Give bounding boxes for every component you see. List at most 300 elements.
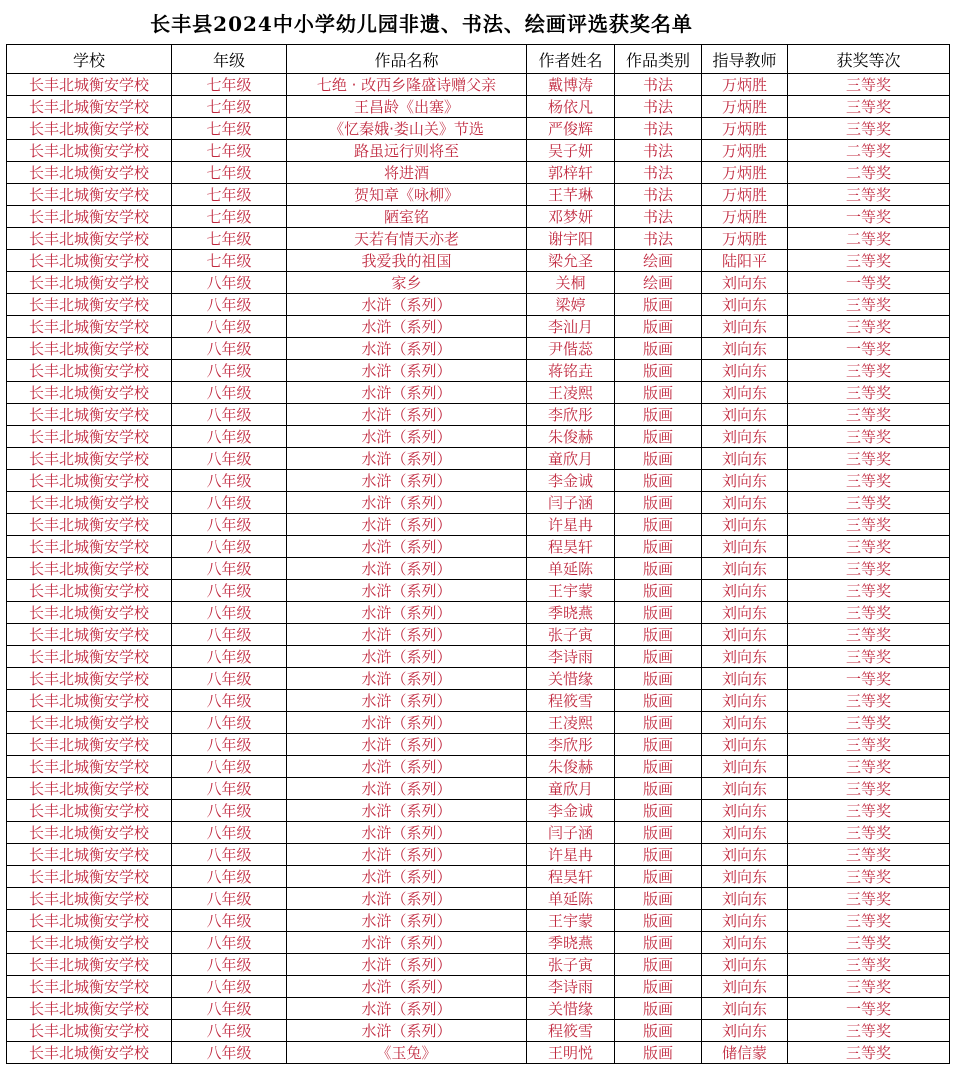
award-cell: 三等奖 [788, 514, 950, 536]
school-cell: 长丰北城衡安学校 [7, 756, 172, 778]
grade-cell: 八年级 [172, 602, 287, 624]
author-cell: 吴子妍 [527, 140, 615, 162]
table-row [7, 206, 950, 228]
school-cell: 长丰北城衡安学校 [7, 998, 172, 1020]
category-cell: 版画 [615, 536, 702, 558]
author-cell: 关惜缘 [527, 998, 615, 1020]
table-row [7, 558, 950, 580]
column-header-teacher: 指导教师 [702, 45, 788, 74]
grade-cell: 七年级 [172, 140, 287, 162]
award-cell: 三等奖 [788, 492, 950, 514]
table-row [7, 316, 950, 338]
school-cell: 长丰北城衡安学校 [7, 1042, 172, 1064]
teacher-cell: 刘向东 [702, 602, 788, 624]
award-cell: 三等奖 [788, 448, 950, 470]
category-cell: 版画 [615, 888, 702, 910]
work-title-cell: 水浒（系列） [287, 756, 527, 778]
work-title-cell: 陋室铭 [287, 206, 527, 228]
award-cell: 三等奖 [788, 756, 950, 778]
grade-cell: 八年级 [172, 316, 287, 338]
table-row [7, 756, 950, 778]
table-row [7, 140, 950, 162]
teacher-cell: 储信蒙 [702, 1042, 788, 1064]
teacher-cell: 刘向东 [702, 558, 788, 580]
school-cell: 长丰北城衡安学校 [7, 712, 172, 734]
author-cell: 张子寅 [527, 624, 615, 646]
author-cell: 李汕月 [527, 316, 615, 338]
work-title-cell: 贺知章《咏柳》 [287, 184, 527, 206]
school-cell: 长丰北城衡安学校 [7, 96, 172, 118]
table-row [7, 74, 950, 96]
author-cell: 关桐 [527, 272, 615, 294]
school-cell: 长丰北城衡安学校 [7, 118, 172, 140]
grade-cell: 七年级 [172, 184, 287, 206]
grade-cell: 八年级 [172, 338, 287, 360]
grade-cell: 八年级 [172, 932, 287, 954]
work-title-cell: 水浒（系列） [287, 316, 527, 338]
table-row [7, 844, 950, 866]
author-cell: 朱俊赫 [527, 426, 615, 448]
author-cell: 许星冉 [527, 514, 615, 536]
table-row [7, 338, 950, 360]
work-title-cell: 水浒（系列） [287, 778, 527, 800]
awards-table [6, 44, 950, 1064]
author-cell: 王芊琳 [527, 184, 615, 206]
school-cell: 长丰北城衡安学校 [7, 844, 172, 866]
award-cell: 三等奖 [788, 734, 950, 756]
award-cell: 三等奖 [788, 910, 950, 932]
author-cell: 王明悦 [527, 1042, 615, 1064]
table-row [7, 866, 950, 888]
teacher-cell: 刘向东 [702, 580, 788, 602]
school-cell: 长丰北城衡安学校 [7, 184, 172, 206]
author-cell: 闫子涵 [527, 822, 615, 844]
grade-cell: 七年级 [172, 74, 287, 96]
school-cell: 长丰北城衡安学校 [7, 976, 172, 998]
award-cell: 三等奖 [788, 360, 950, 382]
category-cell: 版画 [615, 1020, 702, 1042]
grade-cell: 八年级 [172, 272, 287, 294]
teacher-cell: 刘向东 [702, 976, 788, 998]
table-row [7, 492, 950, 514]
work-title-cell: 水浒（系列） [287, 404, 527, 426]
table-row [7, 888, 950, 910]
grade-cell: 八年级 [172, 1020, 287, 1042]
category-cell: 版画 [615, 998, 702, 1020]
category-cell: 书法 [615, 96, 702, 118]
category-cell: 版画 [615, 316, 702, 338]
author-cell: 邓梦妍 [527, 206, 615, 228]
grade-cell: 八年级 [172, 404, 287, 426]
teacher-cell: 万炳胜 [702, 184, 788, 206]
school-cell: 长丰北城衡安学校 [7, 778, 172, 800]
table-row [7, 932, 950, 954]
author-cell: 梁婷 [527, 294, 615, 316]
work-title-cell: 天若有情天亦老 [287, 228, 527, 250]
table-row [7, 294, 950, 316]
grade-cell: 八年级 [172, 426, 287, 448]
work-title-cell: 家乡 [287, 272, 527, 294]
school-cell: 长丰北城衡安学校 [7, 272, 172, 294]
grade-cell: 八年级 [172, 294, 287, 316]
teacher-cell: 陆阳平 [702, 250, 788, 272]
school-cell: 长丰北城衡安学校 [7, 646, 172, 668]
category-cell: 版画 [615, 668, 702, 690]
work-title-cell: 水浒（系列） [287, 426, 527, 448]
grade-cell: 八年级 [172, 690, 287, 712]
work-title-cell: 水浒（系列） [287, 382, 527, 404]
award-cell: 三等奖 [788, 646, 950, 668]
work-title-cell: 我爱我的祖国 [287, 250, 527, 272]
work-title-cell: 水浒（系列） [287, 536, 527, 558]
table-row [7, 778, 950, 800]
teacher-cell: 刘向东 [702, 316, 788, 338]
school-cell: 长丰北城衡安学校 [7, 404, 172, 426]
author-cell: 张子寅 [527, 954, 615, 976]
author-cell: 单延陈 [527, 888, 615, 910]
grade-cell: 八年级 [172, 756, 287, 778]
grade-cell: 八年级 [172, 910, 287, 932]
award-cell: 三等奖 [788, 932, 950, 954]
grade-cell: 八年级 [172, 734, 287, 756]
table-row [7, 800, 950, 822]
author-cell: 朱俊赫 [527, 756, 615, 778]
table-row [7, 712, 950, 734]
school-cell: 长丰北城衡安学校 [7, 382, 172, 404]
school-cell: 长丰北城衡安学校 [7, 250, 172, 272]
award-cell: 一等奖 [788, 338, 950, 360]
work-title-cell: 水浒（系列） [287, 360, 527, 382]
category-cell: 版画 [615, 470, 702, 492]
teacher-cell: 刘向东 [702, 844, 788, 866]
table-row [7, 470, 950, 492]
award-cell: 三等奖 [788, 580, 950, 602]
award-cell: 一等奖 [788, 668, 950, 690]
award-cell: 三等奖 [788, 250, 950, 272]
work-title-cell: 水浒（系列） [287, 514, 527, 536]
teacher-cell: 万炳胜 [702, 162, 788, 184]
school-cell: 长丰北城衡安学校 [7, 954, 172, 976]
teacher-cell: 刘向东 [702, 492, 788, 514]
category-cell: 版画 [615, 800, 702, 822]
grade-cell: 七年级 [172, 162, 287, 184]
category-cell: 版画 [615, 558, 702, 580]
grade-cell: 八年级 [172, 448, 287, 470]
category-cell: 版画 [615, 404, 702, 426]
category-cell: 版画 [615, 294, 702, 316]
teacher-cell: 刘向东 [702, 360, 788, 382]
award-cell: 三等奖 [788, 976, 950, 998]
author-cell: 李欣彤 [527, 404, 615, 426]
table-row [7, 382, 950, 404]
teacher-cell: 刘向东 [702, 822, 788, 844]
work-title-cell: 七绝 · 改西乡隆盛诗赠父亲 [287, 74, 527, 96]
grade-cell: 八年级 [172, 976, 287, 998]
category-cell: 书法 [615, 206, 702, 228]
grade-cell: 八年级 [172, 822, 287, 844]
table-row [7, 448, 950, 470]
school-cell: 长丰北城衡安学校 [7, 910, 172, 932]
grade-cell: 七年级 [172, 250, 287, 272]
work-title-cell: 水浒（系列） [287, 448, 527, 470]
school-cell: 长丰北城衡安学校 [7, 822, 172, 844]
category-cell: 版画 [615, 624, 702, 646]
teacher-cell: 万炳胜 [702, 74, 788, 96]
award-cell: 三等奖 [788, 690, 950, 712]
award-cell: 三等奖 [788, 316, 950, 338]
award-cell: 三等奖 [788, 1042, 950, 1064]
column-header-grade: 年级 [172, 45, 287, 74]
work-title-cell: 水浒（系列） [287, 844, 527, 866]
school-cell: 长丰北城衡安学校 [7, 866, 172, 888]
school-cell: 长丰北城衡安学校 [7, 734, 172, 756]
award-cell: 三等奖 [788, 558, 950, 580]
grade-cell: 八年级 [172, 844, 287, 866]
author-cell: 尹偕蕊 [527, 338, 615, 360]
table-row [7, 184, 950, 206]
grade-cell: 八年级 [172, 360, 287, 382]
category-cell: 绘画 [615, 272, 702, 294]
award-cell: 三等奖 [788, 536, 950, 558]
teacher-cell: 刘向东 [702, 734, 788, 756]
author-cell: 王宇蒙 [527, 580, 615, 602]
school-cell: 长丰北城衡安学校 [7, 74, 172, 96]
author-cell: 李金诚 [527, 470, 615, 492]
category-cell: 版画 [615, 426, 702, 448]
table-row [7, 118, 950, 140]
column-header-school: 学校 [7, 45, 172, 74]
grade-cell: 八年级 [172, 888, 287, 910]
grade-cell: 八年级 [172, 668, 287, 690]
award-cell: 三等奖 [788, 954, 950, 976]
work-title-cell: 水浒（系列） [287, 646, 527, 668]
author-cell: 季晓燕 [527, 602, 615, 624]
school-cell: 长丰北城衡安学校 [7, 624, 172, 646]
grade-cell: 八年级 [172, 778, 287, 800]
award-cell: 二等奖 [788, 228, 950, 250]
category-cell: 书法 [615, 162, 702, 184]
award-cell: 三等奖 [788, 778, 950, 800]
work-title-cell: 将进酒 [287, 162, 527, 184]
category-cell: 版画 [615, 382, 702, 404]
teacher-cell: 刘向东 [702, 448, 788, 470]
school-cell: 长丰北城衡安学校 [7, 338, 172, 360]
teacher-cell: 刘向东 [702, 470, 788, 492]
category-cell: 版画 [615, 360, 702, 382]
table-row [7, 668, 950, 690]
category-cell: 版画 [615, 822, 702, 844]
author-cell: 王凌熙 [527, 712, 615, 734]
award-cell: 三等奖 [788, 888, 950, 910]
work-title-cell: 水浒（系列） [287, 976, 527, 998]
teacher-cell: 万炳胜 [702, 206, 788, 228]
category-cell: 版画 [615, 338, 702, 360]
teacher-cell: 刘向东 [702, 800, 788, 822]
grade-cell: 八年级 [172, 470, 287, 492]
author-cell: 程昊轩 [527, 536, 615, 558]
author-cell: 李金诚 [527, 800, 615, 822]
author-cell: 程筱雪 [527, 1020, 615, 1042]
category-cell: 版画 [615, 448, 702, 470]
table-row [7, 228, 950, 250]
author-cell: 程昊轩 [527, 866, 615, 888]
column-header-award: 获奖等次 [788, 45, 950, 74]
author-cell: 季晓燕 [527, 932, 615, 954]
teacher-cell: 刘向东 [702, 866, 788, 888]
school-cell: 长丰北城衡安学校 [7, 514, 172, 536]
category-cell: 书法 [615, 140, 702, 162]
teacher-cell: 刘向东 [702, 272, 788, 294]
table-row [7, 514, 950, 536]
category-cell: 版画 [615, 492, 702, 514]
category-cell: 版画 [615, 932, 702, 954]
author-cell: 关惜缘 [527, 668, 615, 690]
school-cell: 长丰北城衡安学校 [7, 470, 172, 492]
table-row [7, 404, 950, 426]
author-cell: 严俊辉 [527, 118, 615, 140]
category-cell: 书法 [615, 228, 702, 250]
teacher-cell: 刘向东 [702, 888, 788, 910]
work-title-cell: 水浒（系列） [287, 558, 527, 580]
table-row [7, 734, 950, 756]
award-cell: 二等奖 [788, 140, 950, 162]
table-row [7, 250, 950, 272]
work-title-cell: 水浒（系列） [287, 470, 527, 492]
award-cell: 三等奖 [788, 866, 950, 888]
school-cell: 长丰北城衡安学校 [7, 602, 172, 624]
school-cell: 长丰北城衡安学校 [7, 426, 172, 448]
category-cell: 版画 [615, 580, 702, 602]
award-cell: 三等奖 [788, 1020, 950, 1042]
author-cell: 童欣月 [527, 778, 615, 800]
teacher-cell: 刘向东 [702, 756, 788, 778]
school-cell: 长丰北城衡安学校 [7, 558, 172, 580]
school-cell: 长丰北城衡安学校 [7, 690, 172, 712]
author-cell: 李欣彤 [527, 734, 615, 756]
table-row [7, 822, 950, 844]
table-row [7, 360, 950, 382]
category-cell: 版画 [615, 866, 702, 888]
award-cell: 三等奖 [788, 294, 950, 316]
grade-cell: 八年级 [172, 954, 287, 976]
author-cell: 王凌熙 [527, 382, 615, 404]
author-cell: 王宇蒙 [527, 910, 615, 932]
author-cell: 蒋铭垚 [527, 360, 615, 382]
table-body [7, 74, 950, 1064]
work-title-cell: 《忆秦娥·娄山关》节选 [287, 118, 527, 140]
teacher-cell: 刘向东 [702, 536, 788, 558]
grade-cell: 七年级 [172, 206, 287, 228]
column-header-category: 作品类别 [615, 45, 702, 74]
teacher-cell: 刘向东 [702, 910, 788, 932]
work-title-cell: 水浒（系列） [287, 822, 527, 844]
table-row [7, 536, 950, 558]
author-cell: 郭梓轩 [527, 162, 615, 184]
school-cell: 长丰北城衡安学校 [7, 1020, 172, 1042]
table-header [7, 45, 950, 74]
table-row [7, 162, 950, 184]
author-cell: 李诗雨 [527, 646, 615, 668]
work-title-cell: 水浒（系列） [287, 602, 527, 624]
grade-cell: 八年级 [172, 514, 287, 536]
teacher-cell: 刘向东 [702, 624, 788, 646]
author-cell: 闫子涵 [527, 492, 615, 514]
category-cell: 版画 [615, 976, 702, 998]
category-cell: 书法 [615, 118, 702, 140]
work-title-cell: 水浒（系列） [287, 668, 527, 690]
school-cell: 长丰北城衡安学校 [7, 360, 172, 382]
table-row [7, 580, 950, 602]
column-header-work-title: 作品名称 [287, 45, 527, 74]
table-row [7, 690, 950, 712]
award-cell: 一等奖 [788, 998, 950, 1020]
grade-cell: 八年级 [172, 536, 287, 558]
teacher-cell: 刘向东 [702, 294, 788, 316]
category-cell: 版画 [615, 712, 702, 734]
grade-cell: 八年级 [172, 998, 287, 1020]
work-title-cell: 水浒（系列） [287, 954, 527, 976]
school-cell: 长丰北城衡安学校 [7, 580, 172, 602]
column-header-author: 作者姓名 [527, 45, 615, 74]
category-cell: 版画 [615, 646, 702, 668]
teacher-cell: 刘向东 [702, 426, 788, 448]
teacher-cell: 刘向东 [702, 712, 788, 734]
category-cell: 版画 [615, 910, 702, 932]
category-cell: 版画 [615, 756, 702, 778]
grade-cell: 八年级 [172, 646, 287, 668]
category-cell: 版画 [615, 690, 702, 712]
teacher-cell: 刘向东 [702, 932, 788, 954]
school-cell: 长丰北城衡安学校 [7, 294, 172, 316]
author-cell: 程筱雪 [527, 690, 615, 712]
work-title-cell: 水浒（系列） [287, 294, 527, 316]
teacher-cell: 刘向东 [702, 690, 788, 712]
table-row [7, 1042, 950, 1064]
table-row [7, 646, 950, 668]
work-title-cell: 水浒（系列） [287, 998, 527, 1020]
work-title-cell: 水浒（系列） [287, 580, 527, 602]
grade-cell: 八年级 [172, 580, 287, 602]
award-cell: 三等奖 [788, 74, 950, 96]
teacher-cell: 万炳胜 [702, 228, 788, 250]
award-cell: 三等奖 [788, 426, 950, 448]
school-cell: 长丰北城衡安学校 [7, 228, 172, 250]
teacher-cell: 刘向东 [702, 382, 788, 404]
grade-cell: 八年级 [172, 382, 287, 404]
grade-cell: 八年级 [172, 800, 287, 822]
table-row [7, 602, 950, 624]
grade-cell: 八年级 [172, 1042, 287, 1064]
teacher-cell: 刘向东 [702, 404, 788, 426]
teacher-cell: 刘向东 [702, 338, 788, 360]
award-cell: 一等奖 [788, 272, 950, 294]
teacher-cell: 万炳胜 [702, 96, 788, 118]
author-cell: 谢宇阳 [527, 228, 615, 250]
table-row [7, 272, 950, 294]
grade-cell: 八年级 [172, 712, 287, 734]
author-cell: 杨依凡 [527, 96, 615, 118]
category-cell: 版画 [615, 514, 702, 536]
work-title-cell: 水浒（系列） [287, 492, 527, 514]
award-cell: 一等奖 [788, 206, 950, 228]
teacher-cell: 万炳胜 [702, 118, 788, 140]
teacher-cell: 刘向东 [702, 778, 788, 800]
grade-cell: 八年级 [172, 866, 287, 888]
author-cell: 梁允圣 [527, 250, 615, 272]
work-title-cell: 水浒（系列） [287, 932, 527, 954]
work-title-cell: 水浒（系列） [287, 712, 527, 734]
school-cell: 长丰北城衡安学校 [7, 888, 172, 910]
